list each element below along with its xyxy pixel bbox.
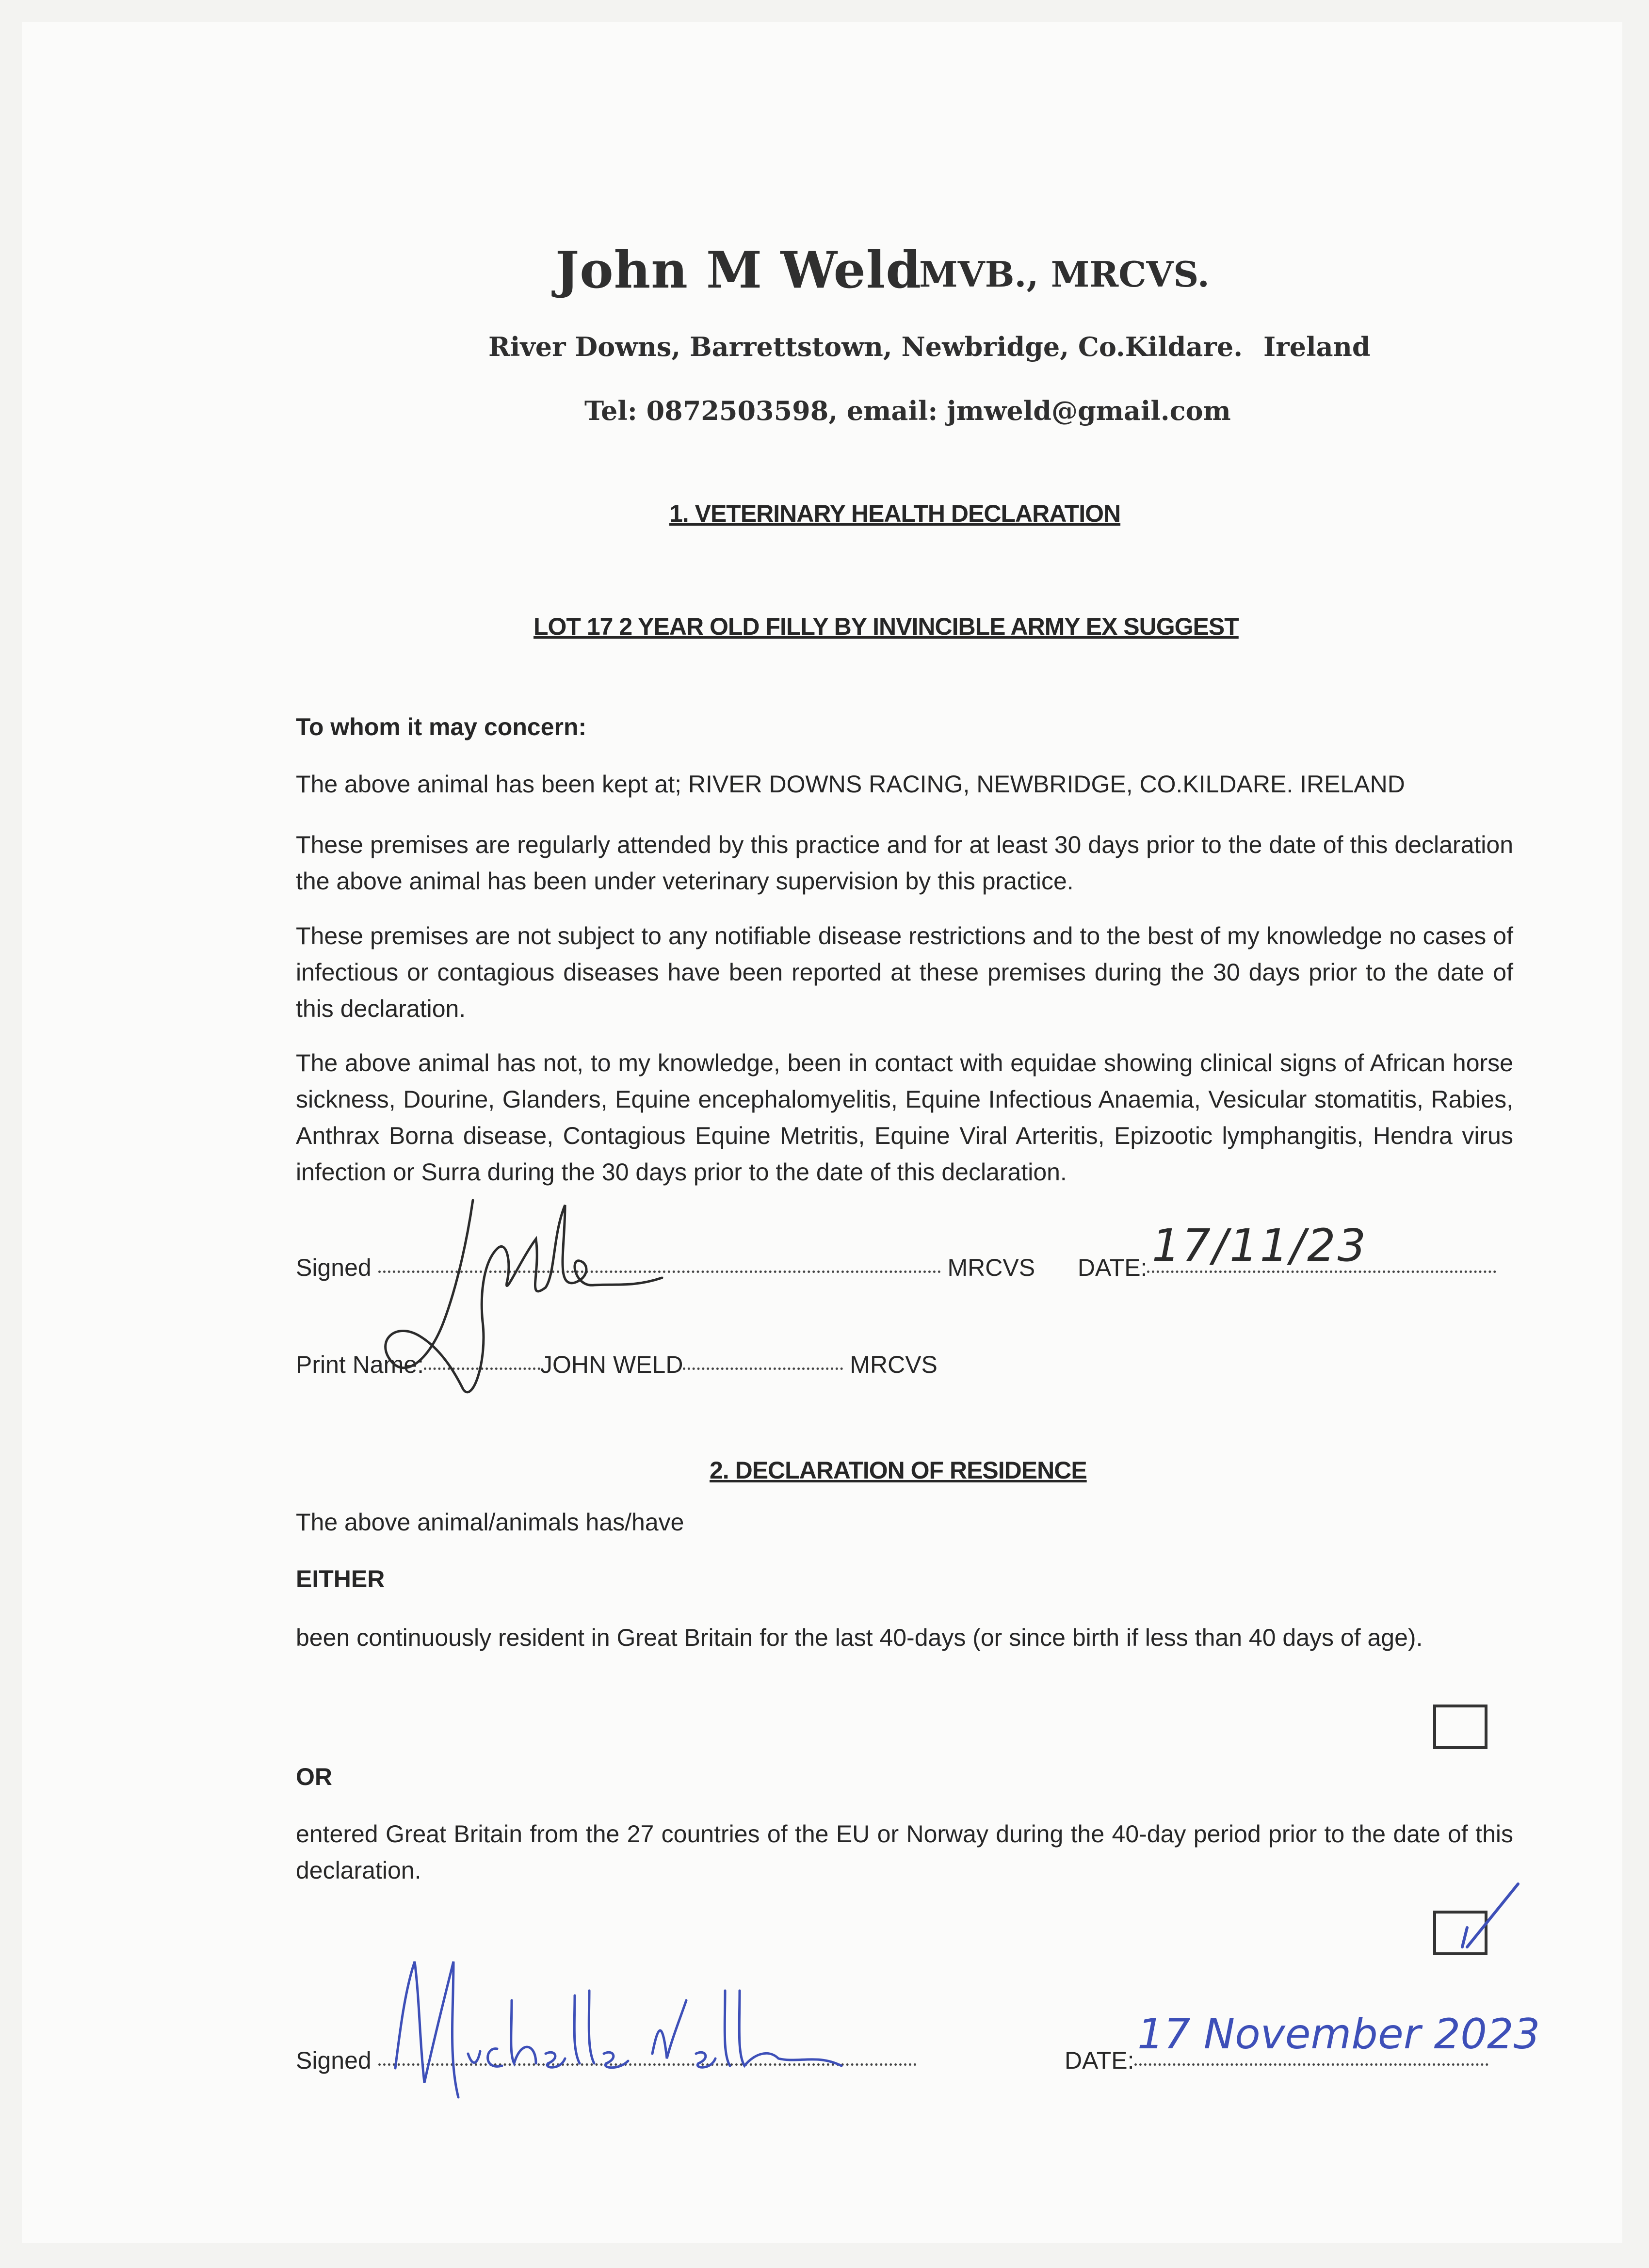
owner-signed-label: Signed: [296, 2047, 372, 2074]
either-label: EITHER: [296, 1565, 385, 1592]
vet-name: John M Weld: [555, 240, 922, 300]
document-page: [22, 22, 1622, 2243]
vet-qualifications: MVB., MRCVS.: [919, 254, 1210, 295]
owner-signature: [381, 1942, 914, 2107]
option1-checkbox[interactable]: [1433, 1705, 1487, 1749]
restrictions-paragraph: These premises are not subject to any notifiable disease restrictions and to the best of my knowledge no cases of infectious or contagious diseases have been reported at these premises during the 30 days prior to the date of this declaration.: [296, 922, 1513, 1022]
print-name-label: Print Name:: [296, 1351, 424, 1378]
supervision-paragraph: These premises are regularly attended by this practice and for at least 30 days prior to the date of this declaration the above animal has been under veterinary supervision by this practice.: [296, 831, 1513, 895]
owner-date-field[interactable]: [1134, 2063, 1488, 2066]
lot-heading: LOT 17 2 YEAR OLD FILLY BY INVINCIBLE ARMY EX SUGGEST: [534, 613, 1239, 640]
premises-paragraph: The above animal has been kept at; RIVER DOWNS RACING, NEWBRIDGE, CO.KILDARE. IRELAND: [296, 771, 1405, 798]
date-label: DATE:: [1077, 1254, 1148, 1281]
contact-paragraph: The above animal has not, to my knowledge, been in contact with equidae showing clinical signs of African horse sickness, Dourine, Glanders, Equine encephalomyelitis, Equine Infectious Anaemia, Vesicular stomatitis, Rabies, Anthrax Borna disease, Contagious Equine Metritis, Equine Viral Arteritis, Epizootic lymphangitis, Hendra virus infection or Surra during the 30 days prior to the date of this declaration.: [296, 1049, 1513, 1186]
signed-label: Signed: [296, 1254, 372, 1281]
vet-date-handwritten: 17/11/23: [1152, 1220, 1368, 1271]
owner-date-handwritten: 17 November 2023: [1137, 2010, 1540, 2059]
option2-text: entered Great Britain from the 27 countries of the EU or Norway during the 40-day period prior to the date of this declaration.: [296, 1820, 1513, 1884]
salutation: To whom it may concern:: [296, 713, 587, 740]
vet-country: Ireland: [1263, 331, 1371, 362]
option2-checkmark: [1438, 1874, 1525, 1962]
vet-signature: [361, 1176, 711, 1409]
print-name-value: JOHN WELD: [540, 1351, 683, 1378]
option1-text: been continuously resident in Great Britain for the last 40-days (or since birth if less than 40 days of age).: [296, 1624, 1423, 1651]
section1-heading: 1. VETERINARY HEALTH DECLARATION: [669, 500, 1121, 527]
section2-heading: 2. DECLARATION OF RESIDENCE: [710, 1457, 1087, 1484]
residence-intro: The above animal/animals has/have: [296, 1509, 684, 1536]
vet-contact: Tel: 0872503598, email: jmweld@gmail.com: [584, 395, 1231, 426]
or-label: OR: [296, 1763, 332, 1790]
vet-address: River Downs, Barrettstown, Newbridge, Co.Kildare.: [488, 331, 1243, 362]
owner-date-label: DATE:: [1065, 2047, 1134, 2074]
mrcvs-label: MRCVS: [947, 1254, 1035, 1281]
print-mrcvs: MRCVS: [850, 1351, 938, 1378]
